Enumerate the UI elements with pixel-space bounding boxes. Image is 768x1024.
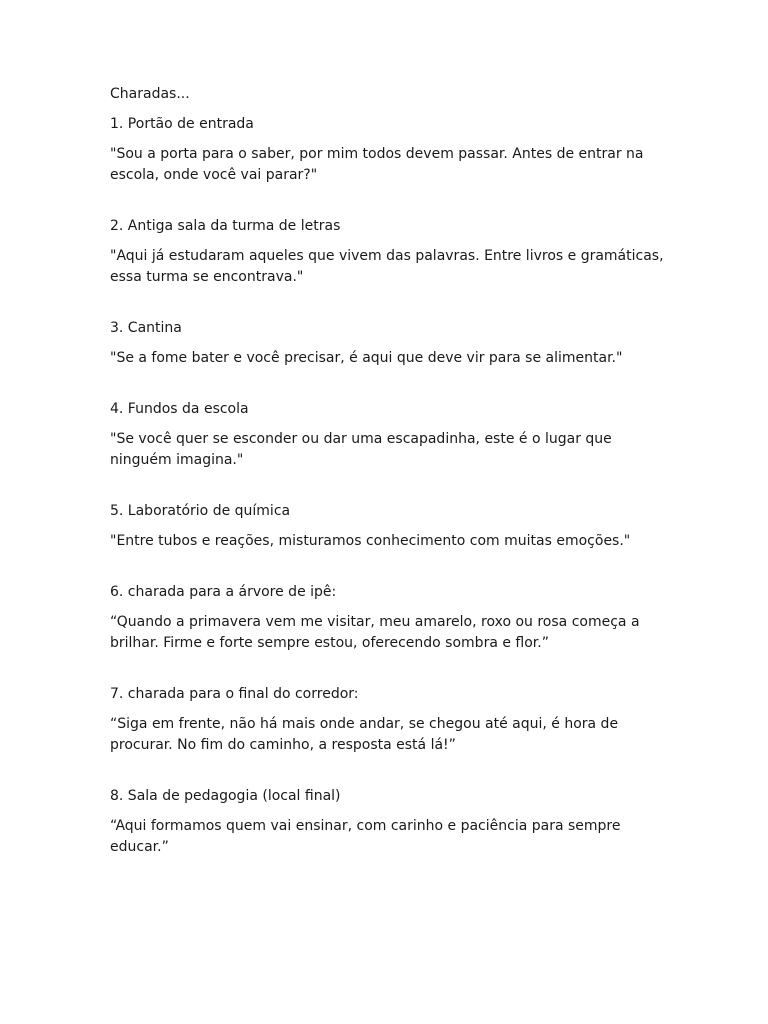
riddle-item bbox=[110, 582, 670, 654]
riddle-item bbox=[110, 786, 670, 858]
document-page bbox=[110, 84, 670, 888]
riddle-heading: 4. Fundos da escola bbox=[110, 401, 249, 417]
riddle-item bbox=[110, 684, 670, 756]
riddle-text: "Aqui já estudaram aqueles que vivem das palavras. Entre livros e gramáticas, essa turma se encontrava." bbox=[110, 248, 664, 285]
riddle-item bbox=[110, 318, 670, 369]
riddle-item bbox=[110, 216, 670, 288]
riddle-item bbox=[110, 114, 670, 186]
riddle-heading: 6. charada para a árvore de ipê: bbox=[110, 584, 337, 600]
riddle-heading: 2. Antiga sala da turma de letras bbox=[110, 218, 341, 234]
document-title: Charadas... bbox=[110, 86, 190, 102]
riddle-text: "Entre tubos e reações, misturamos conhecimento com muitas emoções." bbox=[110, 533, 631, 549]
riddle-heading: 1. Portão de entrada bbox=[110, 116, 254, 132]
riddle-text: “Aqui formamos quem vai ensinar, com carinho e paciência para sempre educar.” bbox=[110, 818, 621, 855]
riddle-item bbox=[110, 399, 670, 471]
riddle-heading: 8. Sala de pedagogia (local final) bbox=[110, 788, 341, 804]
riddle-text: "Se a fome bater e você precisar, é aqui que deve vir para se alimentar." bbox=[110, 350, 623, 366]
riddle-heading: 7. charada para o final do corredor: bbox=[110, 686, 359, 702]
riddle-text: "Sou a porta para o saber, por mim todos devem passar. Antes de entrar na escola, onde você vai parar?" bbox=[110, 146, 644, 183]
riddle-text: “Siga em frente, não há mais onde andar, se chegou até aqui, é hora de procurar. No fim do caminho, a resposta está lá!” bbox=[110, 716, 619, 753]
riddle-item bbox=[110, 501, 670, 552]
riddle-text: "Se você quer se esconder ou dar uma escapadinha, este é o lugar que ninguém imagina." bbox=[110, 431, 612, 468]
riddle-heading: 3. Cantina bbox=[110, 320, 182, 336]
riddle-heading: 5. Laboratório de química bbox=[110, 503, 291, 519]
riddle-text: “Quando a primavera vem me visitar, meu amarelo, roxo ou rosa começa a brilhar. Firme e forte sempre estou, oferecendo sombra e flor.” bbox=[110, 614, 640, 651]
